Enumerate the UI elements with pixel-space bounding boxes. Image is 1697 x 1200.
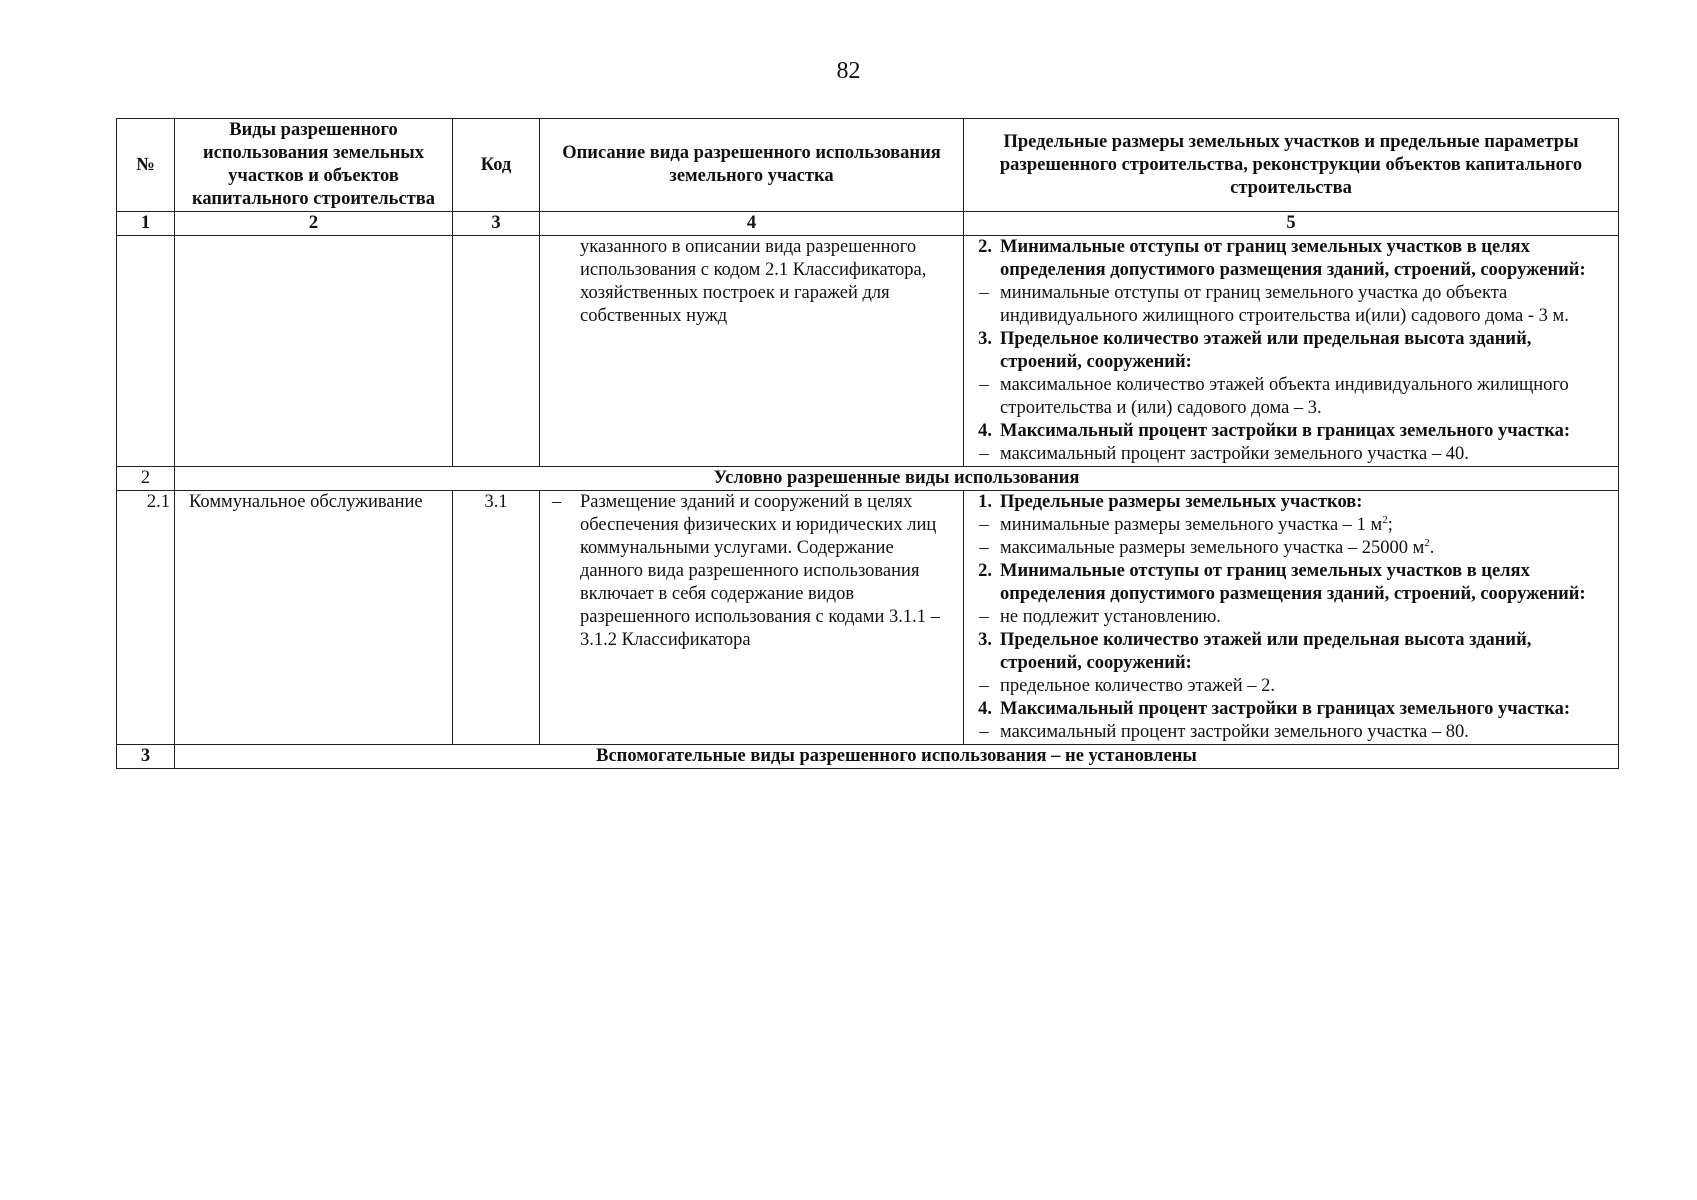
header-code: Код xyxy=(453,119,540,212)
description-text: Размещение зданий и сооружений в целях обеспечения физических и юридических лиц коммунальными услугами. Содержание данного вида разрешенного использования включает в себя содержание видов разрешенного использования с кодами 3.1.1 – 3.1.2 Классификатора xyxy=(580,492,940,650)
param-value xyxy=(968,606,1614,629)
param-heading xyxy=(968,560,1614,606)
param-value xyxy=(968,514,1614,537)
page-number: 82 xyxy=(836,58,861,84)
param-value xyxy=(968,537,1614,560)
cell-description xyxy=(540,491,964,745)
param-value xyxy=(968,721,1614,744)
cell-parameters xyxy=(964,491,1619,745)
param-heading xyxy=(968,328,1614,374)
param-text: максимальные размеры земельного участка – 25000 м xyxy=(1000,538,1425,558)
param-text: предельное количество этажей – 2. xyxy=(1000,676,1276,696)
header-description: Описание вида разрешенного использования земельного участка xyxy=(540,119,964,212)
param-value xyxy=(968,282,1614,328)
param-marker: – xyxy=(979,538,989,558)
cell-code: 3.1 xyxy=(453,491,540,745)
param-heading xyxy=(968,629,1614,675)
param-text: минимальные отступы от границ земельного участка до объекта индивидуального жилищного строительства и(или) садового дома - 3 м. xyxy=(1000,283,1569,326)
cell-code xyxy=(453,236,540,467)
param-text: максимальный процент застройки земельного участка – 40. xyxy=(1000,444,1469,464)
header-use-types: Виды разрешенного использования земельных участков и объектов капитального строительства xyxy=(175,119,453,212)
param-marker: – xyxy=(979,607,989,627)
param-text: не подлежит установлению. xyxy=(1000,607,1221,627)
dash-marker: – xyxy=(552,492,562,512)
param-text: максимальный процент застройки земельного участка – 80. xyxy=(1000,722,1469,742)
description-item xyxy=(552,491,959,652)
param-text: Предельное количество этажей или предельная высота зданий, строений, сооружений: xyxy=(1000,329,1532,372)
param-marker: – xyxy=(979,375,989,395)
param-list xyxy=(968,560,1614,744)
param-heading xyxy=(968,420,1614,443)
section-number: 2 xyxy=(117,467,175,491)
section-title: Условно разрешенные виды использования xyxy=(175,467,1619,491)
param-marker: 4. xyxy=(978,421,992,441)
param-value xyxy=(968,443,1614,466)
param-value xyxy=(968,675,1614,698)
column-number: 1 xyxy=(117,212,175,236)
param-heading xyxy=(968,236,1614,282)
param-text: минимальные размеры земельного участка – 1 м xyxy=(1000,515,1383,535)
superscript: 2 xyxy=(1424,536,1430,549)
param-text: Предельные размеры земельных участков: xyxy=(1000,492,1363,512)
param-heading xyxy=(968,698,1614,721)
land-use-table xyxy=(116,118,1619,769)
column-number: 5 xyxy=(964,212,1619,236)
param-punct: . xyxy=(1429,538,1435,558)
description-text: указанного в описании вида разрешенного использования с кодом 2.1 Классификатора, хозяйственных построек и гаражей для собственных нужд xyxy=(580,237,927,326)
cell-description xyxy=(540,236,964,467)
table-row-continued xyxy=(117,236,1619,467)
section-title: Вспомогательные виды разрешенного использования – не установлены xyxy=(175,745,1619,769)
param-value xyxy=(968,374,1614,420)
param-marker: 3. xyxy=(978,630,992,650)
section-row-auxiliary xyxy=(117,745,1619,769)
param-text: Максимальный процент застройки в границах земельного участка: xyxy=(1000,421,1571,441)
column-number: 4 xyxy=(540,212,964,236)
param-heading xyxy=(968,491,1614,514)
cell-number: 2.1 xyxy=(117,491,175,745)
section-number: 3 xyxy=(117,745,175,769)
param-marker: 2. xyxy=(978,237,992,257)
column-number: 2 xyxy=(175,212,453,236)
cell-use-type: Коммунальное обслуживание xyxy=(175,491,453,745)
param-text: максимальное количество этажей объекта индивидуального жилищного строительства и (или) садового дома – 3. xyxy=(1000,375,1569,418)
table-row xyxy=(117,491,1619,745)
param-marker: 1. xyxy=(978,492,992,512)
param-marker: 3. xyxy=(978,329,992,349)
param-marker: 2. xyxy=(978,561,992,581)
param-marker: – xyxy=(979,444,989,464)
superscript: 2 xyxy=(1382,513,1388,526)
param-marker: – xyxy=(979,722,989,742)
param-marker: – xyxy=(979,515,989,535)
header-parameters: Предельные размеры земельных участков и предельные параметры разрешенного строительства, реконструкции объектов капитального строительства xyxy=(964,119,1619,212)
param-punct: ; xyxy=(1387,515,1393,535)
param-text: Предельное количество этажей или предельная высота зданий, строений, сооружений: xyxy=(1000,630,1532,673)
cell-use-type xyxy=(175,236,453,467)
param-text: Минимальные отступы от границ земельных участков в целях определения допустимого размещения зданий, строений, сооружений: xyxy=(1000,561,1586,604)
cell-parameters xyxy=(964,236,1619,467)
param-marker: 4. xyxy=(978,699,992,719)
column-number-row xyxy=(117,212,1619,236)
param-text: Минимальные отступы от границ земельных участков в целях определения допустимого размещения зданий, строений, сооружений: xyxy=(1000,237,1586,280)
table-header-row xyxy=(117,119,1619,212)
param-marker: – xyxy=(979,283,989,303)
header-number: № xyxy=(117,119,175,212)
section-row-conditional xyxy=(117,467,1619,491)
param-text: Максимальный процент застройки в границах земельного участка: xyxy=(1000,699,1571,719)
param-marker: – xyxy=(979,676,989,696)
cell-number xyxy=(117,236,175,467)
column-number: 3 xyxy=(453,212,540,236)
